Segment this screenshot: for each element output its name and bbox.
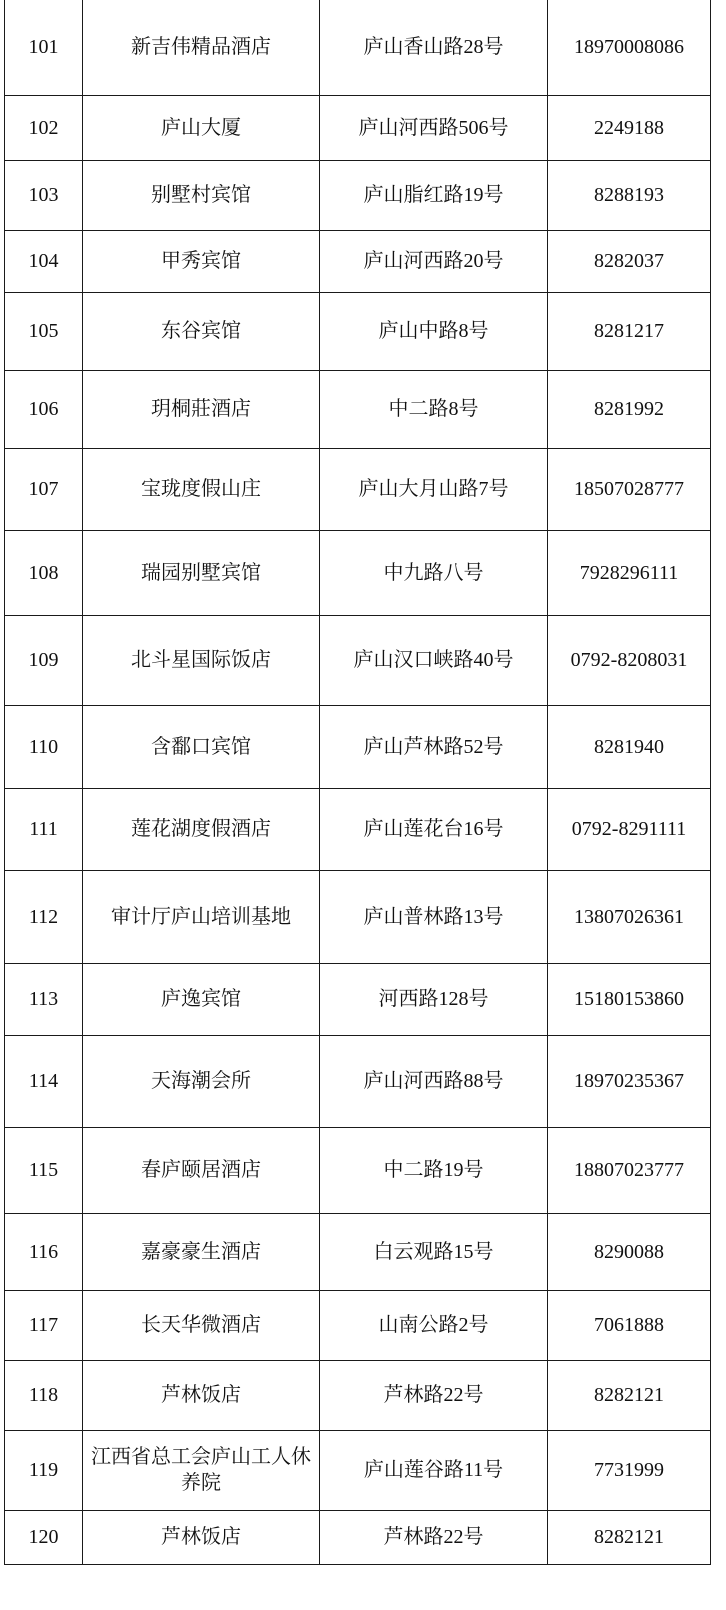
hotel-name: 江西省总工会庐山工人休养院 [83, 1430, 320, 1510]
hotel-phone: 8282121 [548, 1510, 711, 1564]
hotel-name: 北斗星国际饭店 [83, 615, 320, 705]
hotel-address: 河西路128号 [320, 963, 548, 1035]
table-row [5, 1127, 711, 1213]
hotel-phone: 8281940 [548, 705, 711, 788]
row-number: 116 [5, 1213, 83, 1290]
row-number: 114 [5, 1035, 83, 1127]
table-row [5, 0, 711, 95]
hotel-phone: 13807026361 [548, 870, 711, 963]
hotel-name: 莲花湖度假酒店 [83, 788, 320, 870]
hotel-address: 庐山中路8号 [320, 292, 548, 370]
row-number: 115 [5, 1127, 83, 1213]
row-number: 104 [5, 230, 83, 292]
hotel-name: 嘉豪豪生酒店 [83, 1213, 320, 1290]
row-number: 105 [5, 292, 83, 370]
hotel-address: 庐山香山路28号 [320, 0, 548, 95]
hotel-address: 庐山河西路88号 [320, 1035, 548, 1127]
hotel-phone: 18970235367 [548, 1035, 711, 1127]
hotel-phone: 15180153860 [548, 963, 711, 1035]
hotel-address: 庐山河西路20号 [320, 230, 548, 292]
hotel-phone: 8281217 [548, 292, 711, 370]
row-number: 113 [5, 963, 83, 1035]
hotel-name: 春庐颐居酒店 [83, 1127, 320, 1213]
table-row [5, 1510, 711, 1564]
table-row [5, 788, 711, 870]
table-row [5, 530, 711, 615]
hotel-name: 甲秀宾馆 [83, 230, 320, 292]
table-row [5, 160, 711, 230]
hotel-phone: 0792-8208031 [548, 615, 711, 705]
hotel-address: 庐山普林路13号 [320, 870, 548, 963]
row-number: 112 [5, 870, 83, 963]
hotel-table [4, 0, 711, 1565]
table-row [5, 448, 711, 530]
hotel-address: 庐山莲谷路11号 [320, 1430, 548, 1510]
hotel-address: 中二路8号 [320, 370, 548, 448]
table-row [5, 1430, 711, 1510]
row-number: 108 [5, 530, 83, 615]
hotel-phone: 7061888 [548, 1290, 711, 1360]
row-number: 107 [5, 448, 83, 530]
row-number: 111 [5, 788, 83, 870]
table-row [5, 1360, 711, 1430]
hotel-phone: 8288193 [548, 160, 711, 230]
hotel-phone: 8282037 [548, 230, 711, 292]
hotel-name: 芦林饭店 [83, 1510, 320, 1564]
hotel-address: 庐山汉口峡路40号 [320, 615, 548, 705]
table-row [5, 615, 711, 705]
hotel-name: 天海潮会所 [83, 1035, 320, 1127]
hotel-name: 庐山大厦 [83, 95, 320, 160]
table-row [5, 370, 711, 448]
hotel-phone: 2249188 [548, 95, 711, 160]
hotel-address: 庐山大月山路7号 [320, 448, 548, 530]
hotel-phone: 18507028777 [548, 448, 711, 530]
hotel-table-body [5, 0, 711, 1564]
hotel-address: 山南公路2号 [320, 1290, 548, 1360]
table-row [5, 292, 711, 370]
hotel-address: 中九路八号 [320, 530, 548, 615]
hotel-name: 新吉伟精品酒店 [83, 0, 320, 95]
table-row [5, 1035, 711, 1127]
table-row [5, 1290, 711, 1360]
hotel-address: 中二路19号 [320, 1127, 548, 1213]
hotel-address: 白云观路15号 [320, 1213, 548, 1290]
row-number: 118 [5, 1360, 83, 1430]
row-number: 103 [5, 160, 83, 230]
table-row [5, 705, 711, 788]
table-row [5, 230, 711, 292]
hotel-name: 芦林饭店 [83, 1360, 320, 1430]
hotel-name: 东谷宾馆 [83, 292, 320, 370]
row-number: 117 [5, 1290, 83, 1360]
table-row [5, 1213, 711, 1290]
hotel-phone: 18807023777 [548, 1127, 711, 1213]
hotel-name: 别墅村宾馆 [83, 160, 320, 230]
table-row [5, 870, 711, 963]
row-number: 120 [5, 1510, 83, 1564]
hotel-name: 长天华微酒店 [83, 1290, 320, 1360]
hotel-address: 庐山莲花台16号 [320, 788, 548, 870]
hotel-name: 庐逸宾馆 [83, 963, 320, 1035]
hotel-phone: 7731999 [548, 1430, 711, 1510]
row-number: 110 [5, 705, 83, 788]
hotel-name: 审计厅庐山培训基地 [83, 870, 320, 963]
hotel-phone: 7928296111 [548, 530, 711, 615]
table-row [5, 963, 711, 1035]
hotel-phone: 0792-8291111 [548, 788, 711, 870]
hotel-address: 庐山脂红路19号 [320, 160, 548, 230]
hotel-phone: 18970008086 [548, 0, 711, 95]
hotel-phone: 8290088 [548, 1213, 711, 1290]
row-number: 109 [5, 615, 83, 705]
row-number: 119 [5, 1430, 83, 1510]
table-row [5, 95, 711, 160]
hotel-name: 宝珑度假山庄 [83, 448, 320, 530]
hotel-name: 玥桐莊酒店 [83, 370, 320, 448]
hotel-name: 含鄱口宾馆 [83, 705, 320, 788]
hotel-address: 芦林路22号 [320, 1360, 548, 1430]
hotel-address: 庐山芦林路52号 [320, 705, 548, 788]
hotel-name: 瑞园别墅宾馆 [83, 530, 320, 615]
row-number: 101 [5, 0, 83, 95]
hotel-phone: 8282121 [548, 1360, 711, 1430]
hotel-address: 庐山河西路506号 [320, 95, 548, 160]
hotel-phone: 8281992 [548, 370, 711, 448]
row-number: 106 [5, 370, 83, 448]
row-number: 102 [5, 95, 83, 160]
hotel-address: 芦林路22号 [320, 1510, 548, 1564]
